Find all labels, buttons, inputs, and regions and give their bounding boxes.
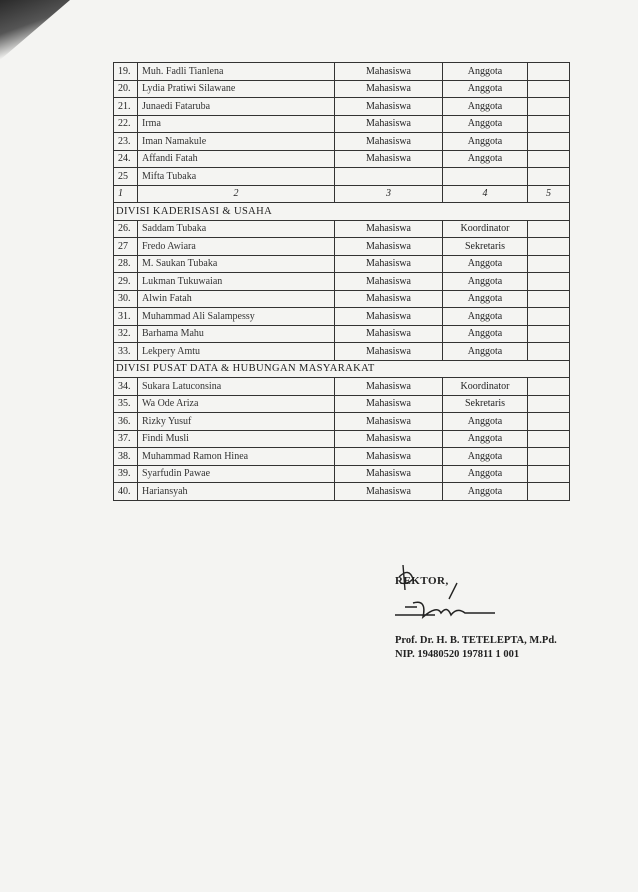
member-role: Anggota	[443, 448, 528, 466]
division-title: DIVISI KADERISASI & USAHA	[114, 203, 570, 221]
member-status: Mahasiswa	[335, 343, 443, 361]
member-status: Mahasiswa	[335, 255, 443, 273]
member-status: Mahasiswa	[335, 483, 443, 501]
empty-cell	[528, 150, 570, 168]
member-name: Irma	[138, 115, 335, 133]
table-row	[114, 133, 570, 151]
member-name: Sukara Latuconsina	[138, 378, 335, 396]
member-role: Anggota	[443, 133, 528, 151]
member-status: Mahasiswa	[335, 150, 443, 168]
empty-cell	[528, 80, 570, 98]
empty-cell	[528, 448, 570, 466]
member-status: Mahasiswa	[335, 273, 443, 291]
empty-cell	[528, 378, 570, 396]
column-index-cell: 4	[443, 185, 528, 203]
table-row	[114, 273, 570, 291]
row-number: 30.	[114, 290, 138, 308]
table-row	[114, 448, 570, 466]
table-row	[114, 220, 570, 238]
member-name: Muhammad Ali Salampessy	[138, 308, 335, 326]
empty-cell	[528, 98, 570, 116]
division-header-row	[114, 203, 570, 221]
member-status: Mahasiswa	[335, 133, 443, 151]
member-name: Findi Musli	[138, 430, 335, 448]
member-status: Mahasiswa	[335, 448, 443, 466]
row-number: 29.	[114, 273, 138, 291]
member-status: Mahasiswa	[335, 325, 443, 343]
table-row	[114, 80, 570, 98]
member-role: Anggota	[443, 430, 528, 448]
empty-cell	[528, 115, 570, 133]
signer-title: REKTOR,	[395, 575, 449, 587]
member-name: M. Saukan Tubaka	[138, 255, 335, 273]
member-status: Mahasiswa	[335, 80, 443, 98]
member-role: Anggota	[443, 413, 528, 431]
column-index-cell: 3	[335, 185, 443, 203]
signer-name: Prof. Dr. H. B. TETELEPTA, M.Pd.	[395, 635, 557, 646]
table-row	[114, 395, 570, 413]
member-status: Mahasiswa	[335, 395, 443, 413]
row-number: 25	[114, 168, 138, 186]
member-name: Syarfudin Pawae	[138, 465, 335, 483]
member-name: Muhammad Ramon Hinea	[138, 448, 335, 466]
table-row	[114, 325, 570, 343]
column-index-cell: 5	[528, 185, 570, 203]
member-role: Koordinator	[443, 220, 528, 238]
member-name: Saddam Tubaka	[138, 220, 335, 238]
member-status: Mahasiswa	[335, 238, 443, 256]
row-number: 31.	[114, 308, 138, 326]
table-row	[114, 413, 570, 431]
empty-cell	[528, 325, 570, 343]
member-status: Mahasiswa	[335, 378, 443, 396]
member-name: Alwin Fatah	[138, 290, 335, 308]
member-role: Anggota	[443, 465, 528, 483]
member-role: Koordinator	[443, 378, 528, 396]
member-name: Mifta Tubaka	[138, 168, 335, 186]
member-name: Lukman Tukuwaian	[138, 273, 335, 291]
table-row	[114, 238, 570, 256]
member-name: Rizky Yusuf	[138, 413, 335, 431]
row-number: 32.	[114, 325, 138, 343]
row-number: 22.	[114, 115, 138, 133]
table-row	[114, 378, 570, 396]
division-kaderisasi-rows	[114, 220, 570, 360]
table-row	[114, 465, 570, 483]
empty-cell	[528, 290, 570, 308]
empty-cell	[528, 430, 570, 448]
division-pusat-data-section	[114, 360, 570, 378]
row-number: 24.	[114, 150, 138, 168]
row-number: 35.	[114, 395, 138, 413]
member-role: Anggota	[443, 255, 528, 273]
member-role	[443, 168, 528, 186]
table-row	[114, 308, 570, 326]
signer-nip: NIP. 19480520 197811 1 001	[395, 649, 520, 660]
row-number: 38.	[114, 448, 138, 466]
member-name: Junaedi Fataruba	[138, 98, 335, 116]
member-name: Affandi Fatah	[138, 150, 335, 168]
member-name: Wa Ode Ariza	[138, 395, 335, 413]
table-row	[114, 430, 570, 448]
handwritten-signature	[395, 555, 615, 635]
empty-cell	[528, 255, 570, 273]
empty-cell	[528, 63, 570, 81]
member-name: Iman Namakule	[138, 133, 335, 151]
row-number: 19.	[114, 63, 138, 81]
table-row	[114, 255, 570, 273]
member-role: Anggota	[443, 325, 528, 343]
member-status: Mahasiswa	[335, 220, 443, 238]
row-number: 40.	[114, 483, 138, 501]
member-role: Anggota	[443, 150, 528, 168]
member-role: Anggota	[443, 115, 528, 133]
table-row	[114, 290, 570, 308]
division-title: DIVISI PUSAT DATA & HUBUNGAN MASYARAKAT	[114, 360, 570, 378]
member-table	[113, 62, 570, 501]
member-role: Anggota	[443, 273, 528, 291]
empty-cell	[528, 343, 570, 361]
row-number: 20.	[114, 80, 138, 98]
row-number: 36.	[114, 413, 138, 431]
member-role: Anggota	[443, 483, 528, 501]
row-number: 34.	[114, 378, 138, 396]
member-role: Anggota	[443, 308, 528, 326]
column-index-row	[114, 185, 570, 203]
table-row	[114, 343, 570, 361]
scan-corner-shadow	[0, 0, 70, 60]
member-role: Anggota	[443, 63, 528, 81]
member-status: Mahasiswa	[335, 63, 443, 81]
empty-cell	[528, 413, 570, 431]
row-number: 26.	[114, 220, 138, 238]
column-index-cell: 2	[138, 185, 335, 203]
member-name: Hariansyah	[138, 483, 335, 501]
empty-cell	[528, 238, 570, 256]
table-row	[114, 63, 570, 81]
table-row	[114, 150, 570, 168]
empty-cell	[528, 395, 570, 413]
member-status: Mahasiswa	[335, 465, 443, 483]
member-name: Lekpery Amtu	[138, 343, 335, 361]
member-name: Lydia Pratiwi Silawane	[138, 80, 335, 98]
division-header-row	[114, 360, 570, 378]
member-role: Anggota	[443, 343, 528, 361]
empty-cell	[528, 133, 570, 151]
column-index-cell: 1	[114, 185, 138, 203]
empty-cell	[528, 168, 570, 186]
member-name: Barhama Mahu	[138, 325, 335, 343]
empty-cell	[528, 220, 570, 238]
division-pusat-data-rows	[114, 378, 570, 501]
empty-cell	[528, 465, 570, 483]
member-status	[335, 168, 443, 186]
member-role: Sekretaris	[443, 238, 528, 256]
member-role: Anggota	[443, 290, 528, 308]
row-number: 27	[114, 238, 138, 256]
member-status: Mahasiswa	[335, 115, 443, 133]
row-number: 23.	[114, 133, 138, 151]
row-number: 21.	[114, 98, 138, 116]
row-number: 37.	[114, 430, 138, 448]
table-row	[114, 168, 570, 186]
member-name: Muh. Fadli Tianlena	[138, 63, 335, 81]
member-status: Mahasiswa	[335, 413, 443, 431]
division-kaderisasi-section	[114, 203, 570, 221]
row-number: 28.	[114, 255, 138, 273]
member-status: Mahasiswa	[335, 98, 443, 116]
table-body-top	[114, 63, 570, 186]
empty-cell	[528, 273, 570, 291]
member-role: Anggota	[443, 98, 528, 116]
member-status: Mahasiswa	[335, 290, 443, 308]
empty-cell	[528, 483, 570, 501]
row-number: 39.	[114, 465, 138, 483]
row-number: 33.	[114, 343, 138, 361]
table-row	[114, 483, 570, 501]
member-status: Mahasiswa	[335, 308, 443, 326]
member-name: Fredo Awiara	[138, 238, 335, 256]
table-row	[114, 115, 570, 133]
member-status: Mahasiswa	[335, 430, 443, 448]
member-role: Sekretaris	[443, 395, 528, 413]
table-row	[114, 185, 570, 203]
member-role: Anggota	[443, 80, 528, 98]
empty-cell	[528, 308, 570, 326]
table-row	[114, 98, 570, 116]
